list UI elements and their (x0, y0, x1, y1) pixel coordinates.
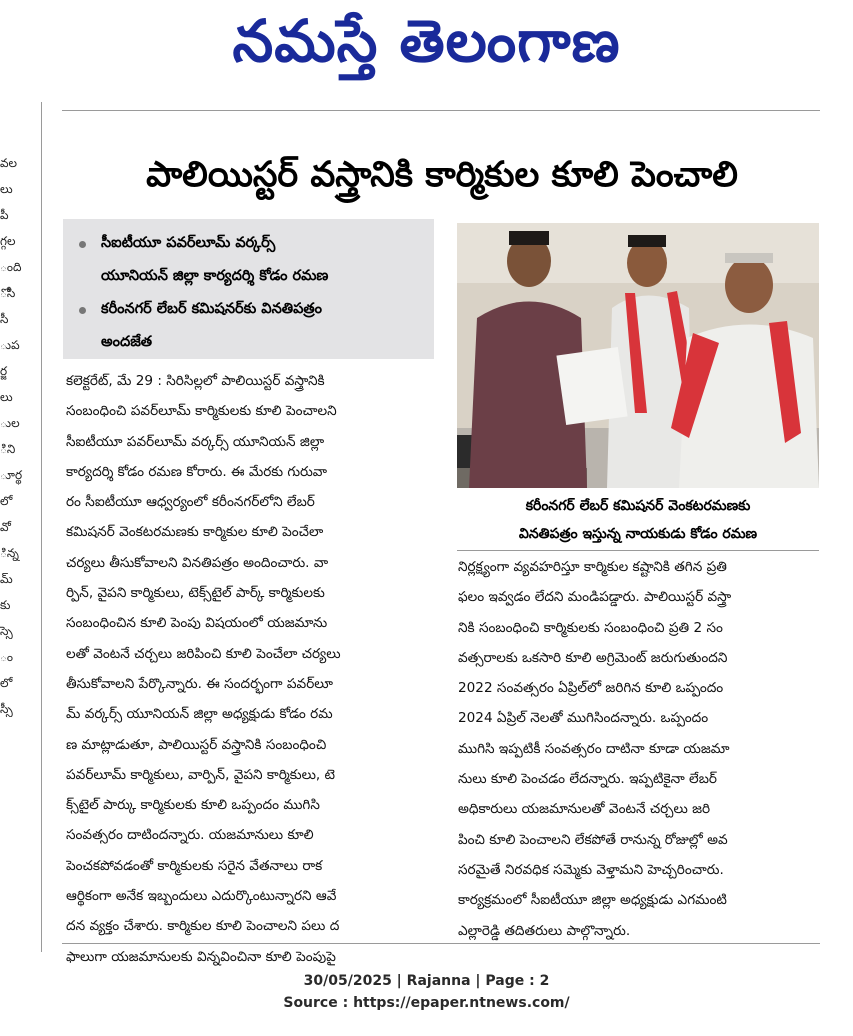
body-line: నులు కూలి పెంచడం లేదన్నారు. ఇప్పటికైనా లేబర్ (458, 771, 717, 788)
fragment-line: ర్జ (0, 364, 8, 378)
body-line: ఎల్లారెడ్డి తదితరులు పాల్గొన్నారు. (458, 922, 631, 939)
body-line: తీసుకోవాలని పేర్కొన్నారు. ఈ సందర్భంగా పవర్‌లూ (66, 675, 333, 692)
photo-caption (457, 492, 819, 551)
body-line: సంవత్సరం దాటిందన్నారు. యజమానులు కూలి (66, 827, 314, 844)
fragment-line: మ్ (0, 572, 13, 586)
top-rule (62, 110, 820, 111)
fragment-line: లు (0, 390, 13, 404)
body-line: పవర్‌లూమ్ కార్మికులు, వార్పిన్, వైపని కార్మికులు, టె (66, 766, 336, 783)
body-line: అధికారులు యజమానులతో వెంటనే చర్చలు జరి (458, 801, 711, 818)
fragment-line: ుప (0, 338, 20, 352)
column-divider (41, 102, 42, 952)
fragment-line: వల (0, 156, 18, 170)
body-line: దన వ్యక్తం చేశారు. కార్మికుల కూలి పెంచాలని పలు ద (66, 918, 340, 935)
body-line: వత్సరాలకు ఒకసారి కూలి అగ్రిమెంట్ జరుగుతుందని (458, 649, 728, 666)
body-line: సంబంధించి పవర్‌లూమ్ కార్మికులకు కూలి పెంచాలని (66, 403, 337, 420)
body-line: సంబంధించిన కూలి పెంపు విషయంలో యజమాను (66, 615, 328, 632)
body-line: సరమైతే నిరవధిక సమ్మెకు వెళ్తామని హెచ్చరించారు. (458, 861, 724, 878)
body-line: 2024 ఏప్రిల్ నెలతో ముగిసిందన్నారు. ఒప్పందం (458, 710, 709, 727)
fragment-line: లో (0, 494, 13, 508)
body-line: సీఐటీయూ పవర్‌లూమ్ వర్కర్స్ యూనియన్ జిల్లా (66, 433, 325, 450)
fragment-line: లు (0, 182, 13, 196)
source-footer (0, 970, 853, 1014)
body-line: ర్పిన్, వైపని కార్మికులు, టెక్స్‌టైల్ పార్క్ కార్మికులకు (66, 585, 325, 602)
body-line: ముగిసి ఇప్పటికీ సంవత్సరం దాటినా కూడా యజమా (458, 740, 730, 757)
body-line: కార్యక్రమంలో సీఐటీయూ జిల్లా అధ్యక్షుడు ఎగమంటి (458, 892, 727, 909)
fragment-line: స్సీ (0, 702, 13, 716)
bullet-icon (79, 307, 86, 314)
body-line: లతో వెంటనే చర్చలు జరిపించి కూలి పెంచేలా చర్యలు (66, 645, 341, 662)
footer-date-page: 30/05/2025 | Rajanna | Page : 2 (303, 973, 550, 989)
fragment-line: పీ (0, 208, 9, 222)
bullet-icon (79, 241, 86, 248)
body-line: ఫలం ఇవ్వడం లేదని మండిపడ్డారు. పాలియిస్టర్ వస్త్రా (458, 589, 732, 606)
fragment-line: వో (0, 520, 11, 534)
body-line: రం సీఐటీయూ ఆధ్వర్యంలో కరీంనగర్‌లోని లేబర్ (66, 494, 315, 511)
fragment-line: సీ (0, 312, 9, 326)
fragment-line: ోసి (0, 286, 16, 300)
body-column-right (458, 552, 820, 946)
body-line: 2022 సంవత్సరం ఏప్రిల్‌లో జరిగిన కూలి ఒప్పందం (458, 680, 724, 697)
subheading-line: కరీంనగర్ లేబర్ కమిషనర్‌కు వినతిపత్రం (101, 301, 323, 317)
fragment-line: ిని (0, 442, 16, 456)
subheading-item (79, 227, 428, 293)
caption-line: వినతిపత్రం ఇస్తున్న నాయకుడు కోడం రమణ (518, 526, 758, 542)
masthead-logo: నమస్తే తెలంగాణ (232, 7, 621, 75)
subheading-line: సీఐటీయూ పవర్‌లూమ్ వర్కర్స్ (101, 235, 276, 251)
body-line: నిర్లక్ష్యంగా వ్యవహరిస్తూ కార్మికుల కష్టానికి తగిన ప్రతి (458, 559, 727, 575)
fragment-line: గ్గల (0, 234, 16, 248)
subheading-box (63, 219, 434, 359)
fragment-line: ూర్థ (0, 468, 23, 482)
fragment-line: ంది (0, 260, 22, 274)
photo-illustration (457, 223, 819, 488)
fragment-line: ుల (0, 416, 20, 430)
bottom-rule (62, 943, 820, 944)
subheading-item (79, 293, 428, 359)
body-line: నికి సంబంధించి కార్మికులకు సంబంధించి ప్రతి 2 సం (458, 619, 723, 636)
news-photo (457, 223, 819, 488)
body-line: ణ మాట్లాడుతూ, పాలియిస్టర్ వస్త్రానికి సంబంధించి (66, 736, 327, 753)
subheading-line: యూనియన్ జిల్లా కార్యదర్శి కోడం రమణ (101, 268, 329, 284)
body-line: ఆర్థికంగా అనేక ఇబ్బందులు ఎదుర్కొంటున్నారని ఆవే (66, 888, 337, 905)
body-line: క్స్‌టైల్ పార్కు కార్మికులకు కూలి ఒప్పందం ముగిసి (66, 797, 320, 814)
body-line: పించి కూలి పెంచాలని లేకపోతే రానున్న రోజుల్లో అవ (458, 831, 728, 848)
fragment-line: ం (0, 650, 14, 664)
body-line: కార్యదర్శి కోడం రమణ కోరారు. ఈ మేరకు గురువా (66, 463, 328, 480)
body-line: చర్యలు తీసుకోవాలని వినతిపత్రం అందించారు. వా (66, 554, 329, 571)
adjacent-column-fragment (0, 150, 28, 930)
body-line: కలెక్టరేట్, మే 29 : సిరిసిల్లలో పాలియిస్టర్ వస్త్రానికి (66, 373, 325, 389)
caption-line: కరీంనగర్ లేబర్ కమిషనర్ వెంకటరమణకు (525, 498, 751, 514)
footer-source: Source : https://epaper.ntnews.com/ (283, 995, 570, 1011)
subheading-line: అందజేత (101, 334, 153, 350)
fragment-line: లో (0, 676, 13, 690)
body-line: కమిషనర్ వెంకటరమణకు కార్మికుల కూలి పెంచేలా (66, 524, 324, 541)
body-column-left (66, 366, 438, 972)
body-line: మ్ వర్కర్స్ యూనియన్ జిల్లా అధ్యక్షుడు కోడం రమ (66, 706, 333, 723)
fragment-line: ిన్న (0, 546, 19, 560)
body-line: ఫాలుగా యజమానులకు విన్నవించినా కూలి పెంపుపై (66, 948, 336, 965)
fragment-line: స్సె (0, 624, 13, 638)
fragment-line: కు (0, 598, 11, 612)
article-headline: పాలియిస్టర్ వస్త్రానికి కార్మికుల కూలి పెంచాలి (146, 155, 738, 195)
body-line: పెంచకపోవడంతో కార్మికులకు సరైన వేతనాలు రాక (66, 857, 323, 874)
